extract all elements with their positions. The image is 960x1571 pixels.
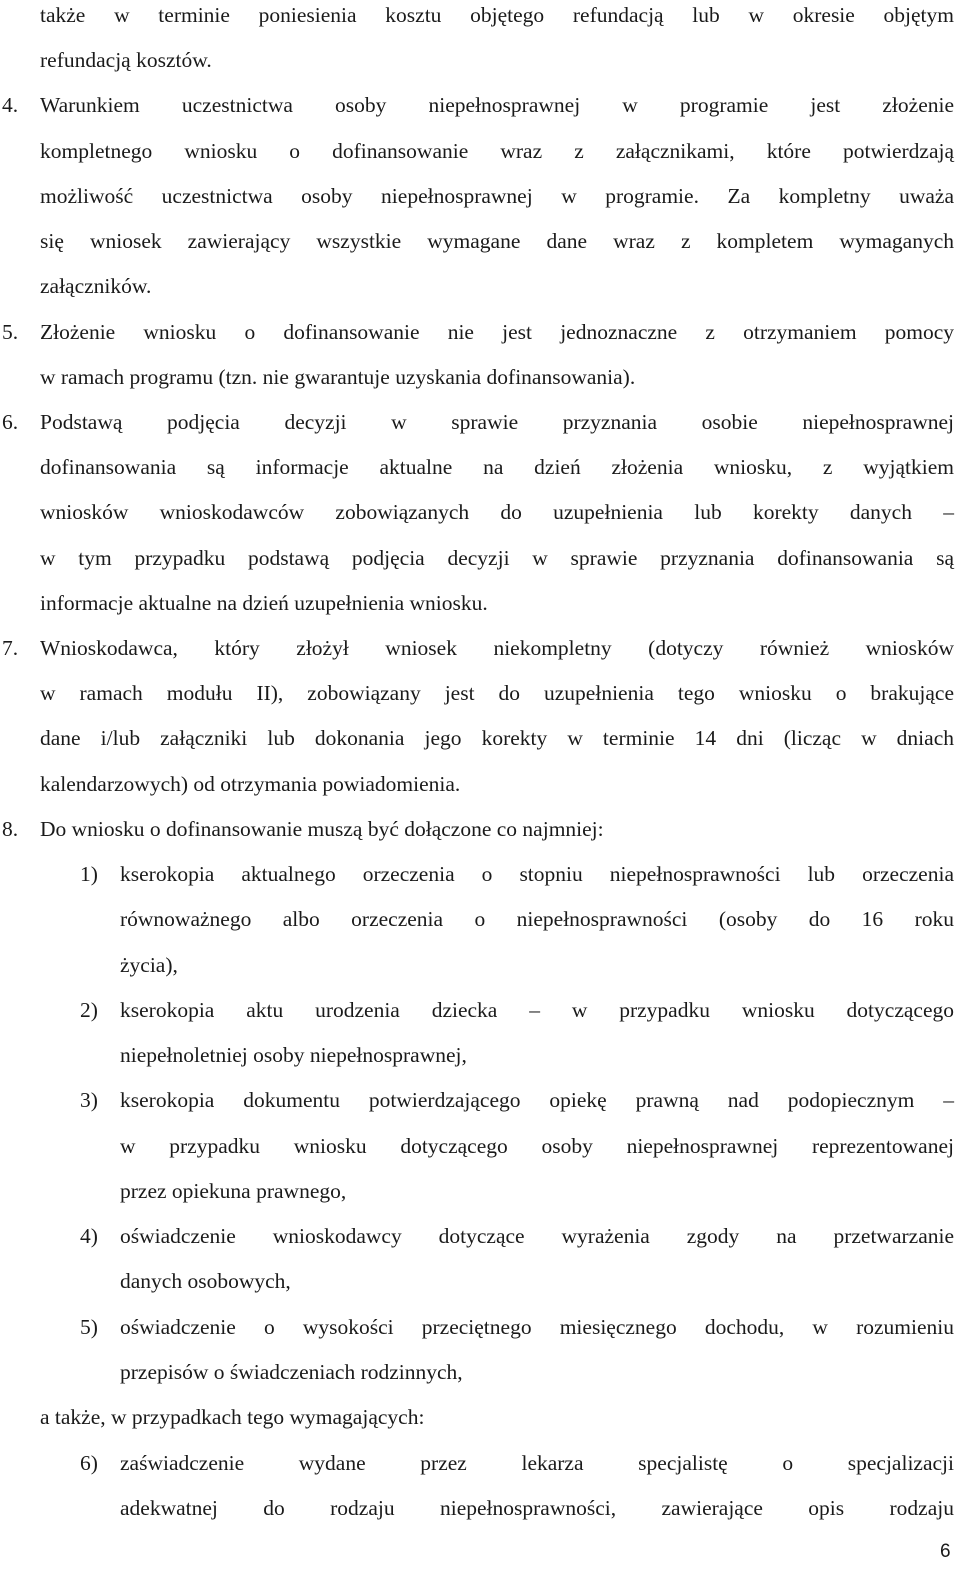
page-number: 6 (940, 1541, 951, 1562)
sublist-item-number: 4) (80, 1224, 98, 1248)
list-item-number: 5. (2, 320, 19, 344)
text-line: w ramach modułu II), zobowiązany jest do uzupełnienia tego wniosku o brakujące (40, 681, 954, 705)
text-line: przez opiekuna prawnego, (120, 1179, 347, 1203)
list-item-number: 7. (2, 636, 19, 660)
text-line: dane i/lub załączniki lub dokonania jego korekty w terminie 14 dni (licząc w dniach (40, 726, 954, 750)
text-line: możliwość uczestnictwa osoby niepełnosprawnej w programie. Za kompletny uważa (40, 184, 954, 208)
text-line: życia), (120, 953, 178, 977)
list-item-number: 4. (2, 93, 19, 117)
text-line: Warunkiem uczestnictwa osoby niepełnosprawnej w programie jest złożenie (40, 93, 954, 117)
text-line: kalendarzowych) od otrzymania powiadomienia. (40, 772, 461, 796)
text-line: kserokopia aktu urodzenia dziecka – w przypadku wniosku dotyczącego (120, 998, 954, 1022)
text-line: w ramach programu (tzn. nie gwarantuje uzyskania dofinansowania). (40, 365, 636, 389)
sublist-item-number: 3) (80, 1088, 98, 1112)
text-line: informacje aktualne na dzień uzupełnienia wniosku. (40, 591, 488, 615)
text-line: równoważnego albo orzeczenia o niepełnosprawności (osoby do 16 roku (120, 907, 954, 931)
text-line: w tym przypadku podstawą podjęcia decyzji w sprawie przyznania dofinansowania są (40, 546, 954, 570)
text-line: się wniosek zawierający wszystkie wymagane dane wraz z kompletem wymaganych (40, 229, 954, 253)
text-line: adekwatnej do rodzaju niepełnosprawności, zawierające opis rodzaju (120, 1496, 954, 1520)
text-line: kserokopia aktualnego orzeczenia o stopniu niepełnosprawności lub orzeczenia (120, 862, 954, 886)
text-line: zaświadczenie wydane przez lekarza specjalistę o specjalizacji (120, 1451, 954, 1475)
sublist-item-number: 2) (80, 998, 98, 1022)
text-line: oświadczenie o wysokości przeciętnego miesięcznego dochodu, w rozumieniu (120, 1315, 954, 1339)
text-line: Podstawą podjęcia decyzji w sprawie przyznania osobie niepełnosprawnej (40, 410, 954, 434)
text-line: oświadczenie wnioskodawcy dotyczące wyrażenia zgody na przetwarzanie (120, 1224, 954, 1248)
text-line: niepełnoletniej osoby niepełnosprawnej, (120, 1043, 467, 1067)
text-line: Do wniosku o dofinansowanie muszą być dołączone co najmniej: (40, 817, 604, 841)
text-line: dofinansowania są informacje aktualne na dzień złożenia wniosku, z wyjątkiem (40, 455, 954, 479)
text-line: a także, w przypadkach tego wymagających: (40, 1405, 425, 1429)
text-line: Złożenie wniosku o dofinansowanie nie jest jednoznaczne z otrzymaniem pomocy (40, 320, 954, 344)
list-item-number: 6. (2, 410, 19, 434)
text-line: także w terminie poniesienia kosztu objętego refundacją lub w okresie objętym (40, 3, 954, 27)
sublist-item-number: 5) (80, 1315, 98, 1339)
sublist-item-number: 6) (80, 1451, 98, 1475)
text-line: załączników. (40, 274, 152, 298)
text-line: Wnioskodawca, który złożył wniosek niekompletny (dotyczy również wniosków (40, 636, 954, 660)
list-item-number: 8. (2, 817, 19, 841)
text-line: kserokopia dokumentu potwierdzającego opiekę prawną nad podopiecznym – (120, 1088, 954, 1112)
text-line: przepisów o świadczeniach rodzinnych, (120, 1360, 463, 1384)
text-line: refundacją kosztów. (40, 48, 212, 72)
text-line: wniosków wnioskodawców zobowiązanych do uzupełnienia lub korekty danych – (40, 500, 954, 524)
text-line: kompletnego wniosku o dofinansowanie wraz z załącznikami, które potwierdzają (40, 139, 954, 163)
sublist-item-number: 1) (80, 862, 98, 886)
text-line: w przypadku wniosku dotyczącego osoby niepełnosprawnej reprezentowanej (120, 1134, 954, 1158)
text-line: danych osobowych, (120, 1269, 291, 1293)
